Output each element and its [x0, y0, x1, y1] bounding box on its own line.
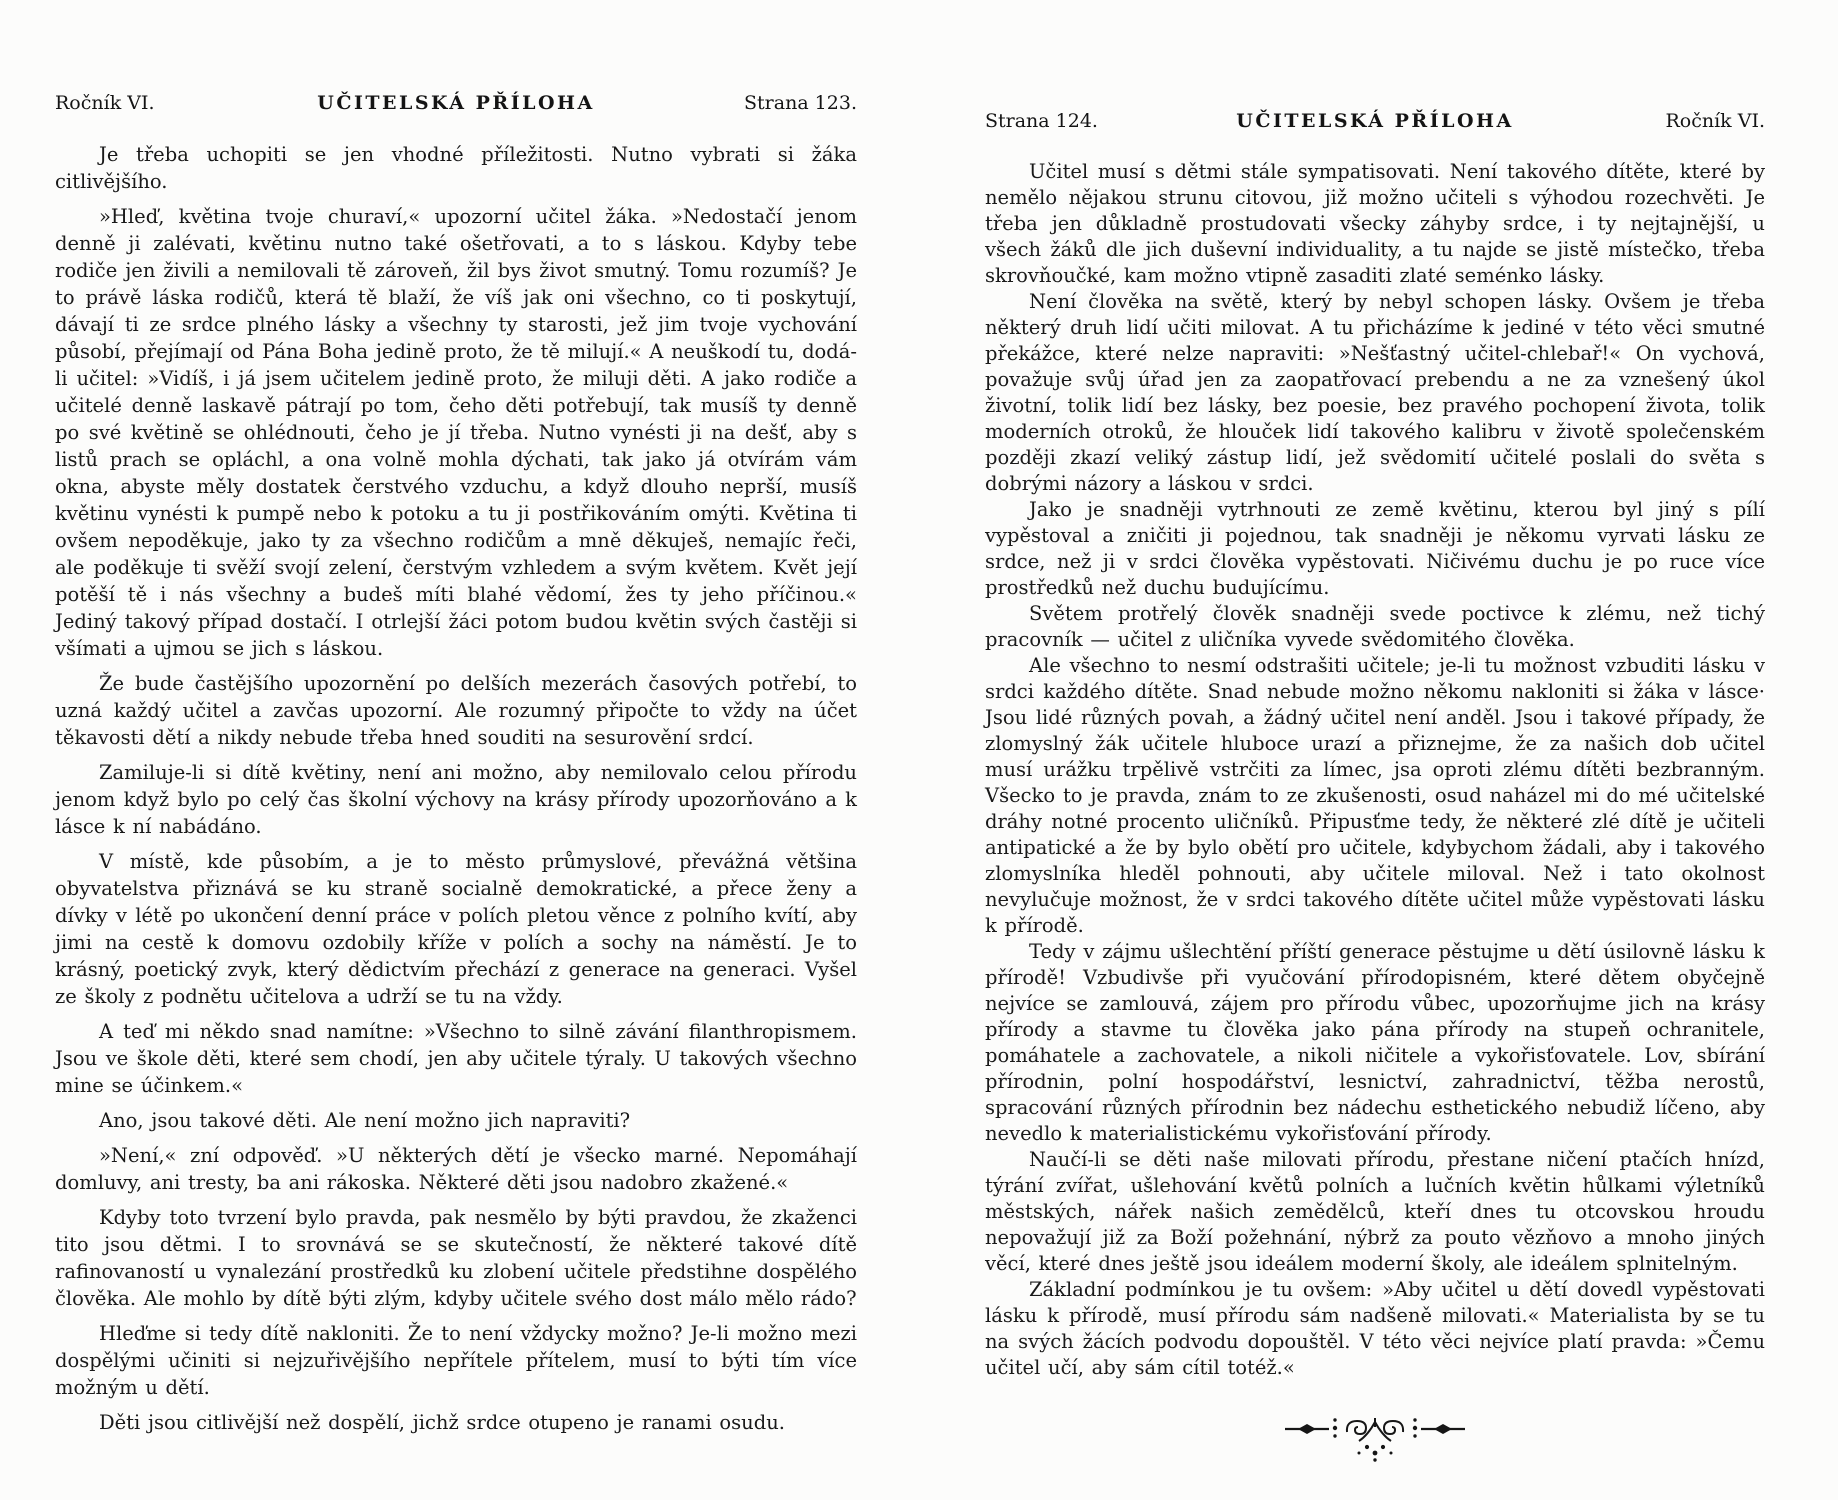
- flourish-tailpiece-ornament-icon: [1283, 1407, 1467, 1465]
- scanned-page-123: [55, 92, 857, 1444]
- paragraph: Zamiluje-li si dítě květiny, není ani možno, aby nemilovalo celou přírodu jenom když bylo po celý čas školní výchovy na krásy přírody upozorňováno a k lásce k ní nabádáno.: [55, 761, 857, 838]
- page-header: [55, 92, 857, 114]
- page-header: [985, 110, 1765, 132]
- page-body-text: [55, 141, 857, 1436]
- paragraph: V místě, kde působím, a je to město průmyslové, převážná většina obyvatelstva přiznává se ku straně socialně demokratické, a přece ženy a dívky v létě po ukončení denní práce v polích pletou věnce z polního kvítí, aby jimi na cestě k domovu ozdobily kříže v polích a sochy na náměstí. Je to krásný, poetický zvyk, který dědictvím přechází z generace na generaci. Vyšel ze školy z podnětu učitelova a udrží se tu na vždy.: [55, 850, 857, 1008]
- paragraph: A teď mi někdo snad namítne: »Všechno to silně závání filanthropismem. Jsou ve škole děti, které sem chodí, jen aby učitele týraly. U takových všechno mine se účinkem.«: [55, 1020, 857, 1097]
- paragraph: Děti jsou citlivější než dospělí, jichž srdce otupeno je ranami osudu.: [99, 1411, 785, 1434]
- paragraph: Naučí-li se děti naše milovati přírodu, přestane ničení ptačích hnízd, týrání zvířat, ušlehování květů polních a lučních květin hůlkami výletníků městských, nářek našich zemědělců, kteří dnes tu otcovskou hroudu nepovažují již za Boží požehnání, nýbrž za pouto vězňovo a mnoho jiných věcí, které dnes ještě jsou ideálem moderní školy, ale ideálem splnitelným.: [985, 1148, 1765, 1275]
- volume-label: Ročník VI.: [1665, 110, 1765, 132]
- paragraph: Je třeba uchopiti se jen vhodné příležitosti. Nutno vybrati si žáka citlivějšího.: [55, 143, 857, 193]
- paragraph: Kdyby toto tvrzení bylo pravda, pak nesmělo by býti pravdou, že zkaženci tito jsou dětmi. I to srovnává se se skutečností, že některé takové dítě rafinovaností u vynalezání prostředků ku zlobení učitele předstihne dospělého člověka. Ale mohlo by dítě býti zlým, kdyby učitele svého dost málo mělo rádo?: [55, 1206, 857, 1310]
- page-body-text: [985, 159, 1765, 1381]
- paragraph: Ano, jsou takové děti. Ale není možno jich napraviti?: [99, 1109, 631, 1132]
- paragraph: Hleďme si tedy dítě nakloniti. Že to není vždycky možno? Je-li možno mezi dospělými učiniti si nejzuřivějšího nepřítele přítelem, musí to býti tím více možným u dětí.: [55, 1322, 857, 1399]
- paragraph: Jako je snadněji vytrhnouti ze země květinu, kterou byl jiný s pílí vypěstoval a zničiti ji pojednou, tak snadněji je někomu vyrvati lásku ze srdce, než ji v srdci člověka vypěstovati. Ničivému duchu je po ruce více prostředků než duchu budujícímu.: [985, 498, 1765, 599]
- paragraph: Světem protřelý člověk snadněji svede poctivce k zlému, než tichý pracovník — učitel z uličníka vyvede svědomitého člověka.: [985, 602, 1765, 651]
- paragraph: Základní podmínkou je tu ovšem: »Aby učitel u dětí dovedl vypěstovati lásku k přírodě, musí přírodu sám nadšeně milovati.« Materialista by se tu na svých žácích podvodu dopouštěl. V této věci nejvíce platí pravda: »Čemu učitel učí, aby sám cítil totéž.«: [985, 1278, 1765, 1379]
- paragraph: »Hleď, květina tvoje churaví,« upozorní učitel žáka. »Nedostačí jenom denně ji zalévati, květinu nutno také ošetřovati, a to s láskou. Kdyby tebe rodiče jen živili a nemilovali tě zároveň, žil bys život smutný. Tomu rozumíš? Je to právě láska rodičů, která tě blaží, že víš jak oni všechno, co ti poskytují, dávají ti ze srdce plného lásky a všechny ty starosti, jež jim tvoje vychování působí, přejímají od Pána Boha jedině proto, že tě milují.« A neuškodí tu, dodá-li učitel: »Vidíš, i já jsem učitelem jedině proto, že miluji děti. A jako rodiče a učitelé denně laskavě pátrají po tom, čeho děti potřebují, tak musíš ty denně po své květině se ohlédnouti, čeho je jí třeba. Nutno vynésti ji na dešť, aby s listů prach se opláchl, a ona volně mohla dýchati, tak jako já otvírám vám okna, abyste měly dostatek čerstvého vzduchu, a když dlouho neprší, musíš květinu vynésti k pumpě nebo k potoku a tu ji postřikováním omýti. Květina ti ovšem nepoděkuje, jako ty za všechno rodičům a mně děkuješ, nemajíc řeči, ale poděkuje ti svěží svojí zelení, čerstvým vzhledem a svým květem. Květ její potěší tě i nás všechny a budeš míti blahé vědomí, žes ty jeho příčinou.« Jediný takový případ dostačí. I otrlejší žáci potom budou květin svých častěji si všímati a ujmou se jich s láskou.: [55, 205, 857, 660]
- paragraph: »Není,« zní odpověď. »U některých dětí je všecko marné. Nepomáhají domluvy, ani tresty, ba ani rákoska. Některé děti jsou nadobro zkažené.«: [55, 1144, 857, 1194]
- paragraph: Že bude častějšího upozornění po delších mezerách časových potřebí, to uzná každý učitel a zavčas upozorní. Ale rozumný připočte to vždy na účet těkavosti dětí a nikdy nebude třeba hned souditi na sesurovění srdcí.: [55, 672, 857, 749]
- publication-title: UČITELSKÁ PŘÍLOHA: [317, 92, 595, 114]
- publication-title: UČITELSKÁ PŘÍLOHA: [1236, 110, 1514, 132]
- paragraph: Učitel musí s dětmi stále sympatisovati. Není takového dítěte, které by nemělo nějakou strunu citovou, již možno učiteli s výhodou rozechvěti. Je třeba jen důkladně prostudovati všecky záhyby srdce, i ty nejtajnější, u všech žáků dle jich duševní individuality, a tu najde se jistě místečko, třeba skrovňoučké, kam možno vtipně zasaditi zlaté seménko lásky.: [985, 160, 1765, 287]
- paragraph: Tedy v zájmu ušlechtění příští generace pěstujme u dětí úsilovně lásku k přírodě! Vzbudivše při vyučování přírodopisném, které dětem obyčejně nejvíce se zamlouvá, zájem pro přírodu vůbec, upozorňujme jich na krásy přírody a stavme tu člověka jako pána přírody na stupeň ochranitele, pomáhatele a zachovatele, a nikoli ničitele a vykořisťovatele. Lov, sbírání přírodnin, polní hospodářství, lesnictví, zahradnictví, těžba nerostů, spracování různých přírodnin bez nádechu esthetického nebudiž líčeno, aby nevedlo k materialistickému vykořisťování přírody.: [985, 940, 1765, 1145]
- paragraph: Ale všechno to nesmí odstrašiti učitele; je-li tu možnost vzbuditi lásku v srdci každého dítěte. Snad nebude možno někomu nakloniti si žáka v lásce· Jsou lidé různých povah, a žádný učitel není anděl. Jsou i takové případy, že zlomyslný žák učitele hluboce urazí a přiznejme, že za našich dob učitel musí urážku trpělivě vstrčiti za límec, jsa oproti zlému dítěti bezbranným. Všecko to je pravda, znám to ze zkušenosti, osud naházel mi do mé učitelské dráhy notné procento uličníků. Připusťme tedy, že některé zlé dítě je učiteli antipatické a že by bylo obětí pro učitele, kdybychom žádali, aby i takového zlomyslníka hleděl pohnouti, aby učitele miloval. Než i tato okolnost nevylučuje možnost, že v srdci takového dítěte učitel může vypěstovati lásku k přírodě.: [985, 654, 1765, 937]
- scanned-page-124: [985, 110, 1765, 1465]
- volume-label: Ročník VI.: [55, 92, 155, 114]
- page-number-label: Strana 124.: [985, 110, 1098, 132]
- paragraph: Není člověka na světě, který by nebyl schopen lásky. Ovšem je třeba některý druh lidí učiti milovat. A tu přicházíme k jediné v této věci smutné překážce, které nelze napraviti: »Nešťastný učitel-chlebař!« On vychová, považuje svůj úřad jen za zaopatřovací prebendu a ne za vznešený úkol životní, tolik lidí bez lásky, bez poesie, bez pravého pochopení života, tolik moderních otroků, že hlouček lidí takového kalibru v životě společenském později zkazí veliký zástup lidí, jež svědomití učitelé poslali do světa s dobrými názory a láskou v srdci.: [985, 290, 1765, 495]
- page-number-label: Strana 123.: [744, 92, 857, 114]
